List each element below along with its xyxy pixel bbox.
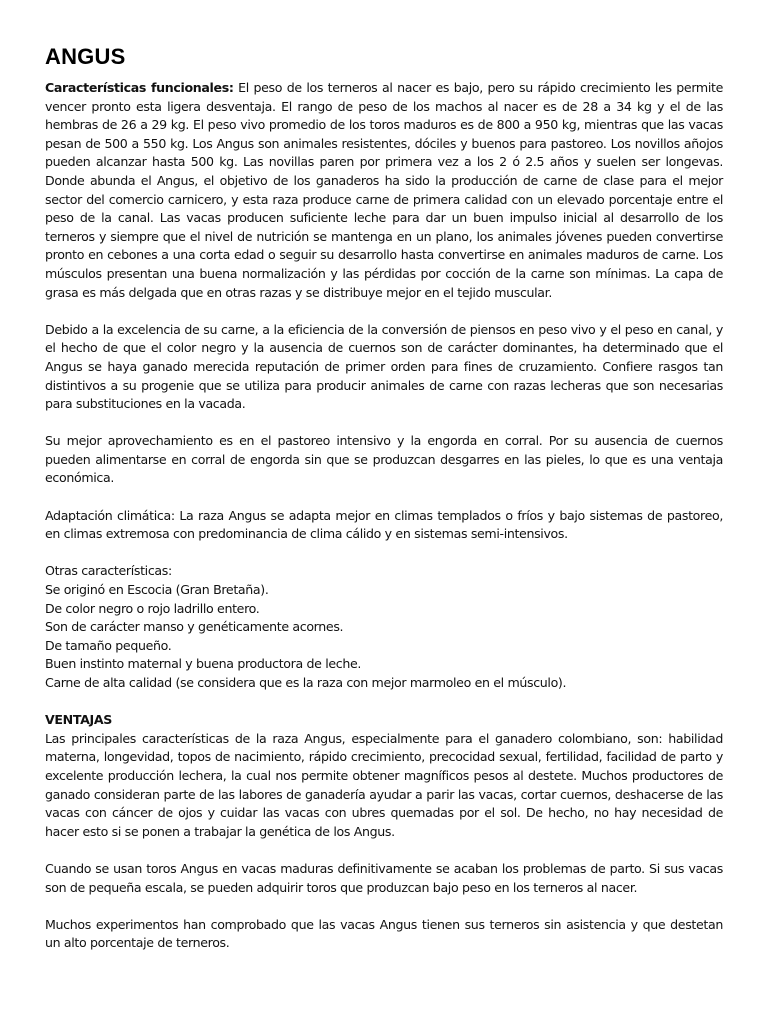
paragraph-text: El peso de los terneros al nacer es bajo, pero su rápido crecimiento les permite vencer pronto esta ligera desventaja. El rango de peso de los machos al nacer es de 28 a 34 kg y el de las hembras de 26 a 29 kg. El peso vivo promedio de los toros maduros es de 800 a 950 kg, mientras que las vacas pesan de 500 a 550 kg. Los Angus son animales resistentes, dóciles y buenos para pastoreo. Los novillos añojos pueden alcanzar hasta 500 kg. Las novillas paren por primera vez a los 2 ó 2.5 años y suelen ser longevas. Donde abunda el Angus, el objetivo de los ganaderos ha sido la producción de carne de clase para el mejor sector del comercio carnicero, y esta raza produce carne de primera calidad con un elevado porcentaje entre el peso de la canal. Las vacas producen suficiente leche para dar un buen impulso inicial al desarrollo de los terneros y siempre que el nivel de nutrición se mantenga en un plano, los animales jóvenes pueden convertirse pronto en cebones a una corta edad o seguir su desarrollo hasta convertirse en animales maduros de carne. Los músculos presentan una buena normalización y las pérdidas por cocción de la carne son mínimas. La capa de grasa es más delgada que en otras razas y se distribuye mejor en el tejido muscular. xyxy=(45,80,723,300)
list-item: De color negro o rojo ladrillo entero. xyxy=(45,600,260,616)
paragraph-experimentos: Muchos experimentos han comprobado que las vacas Angus tienen sus terneros sin asistencia y que destetan un alto porcentaje de terneros. xyxy=(45,916,723,951)
list-item: Se originó en Escocia (Gran Bretaña). xyxy=(45,582,269,598)
paragraph-toros: Cuando se usan toros Angus en vacas maduras definitivamente se acaban los problemas de parto. Si sus vacas son de pequeña escala, se pueden adquirir toros que produzcan bajo peso en los terneros al nacer. xyxy=(45,860,723,895)
otras-caracteristicas-list xyxy=(45,562,723,692)
paragraph-caracteristicas xyxy=(45,79,723,302)
paragraph-aprovechamiento: Su mejor aprovechamiento es en el pastoreo intensivo y la engorda en corral. Por su ausencia de cuernos pueden alimentarse en corral de engorda sin que se produzcan desgarres en las pieles, lo que es una ventaja económica. xyxy=(45,433,723,486)
document-page xyxy=(45,44,723,972)
ventajas-heading: VENTAJAS xyxy=(45,712,112,728)
list-item: De tamaño pequeño. xyxy=(45,637,172,653)
ventajas-text: Las principales características de la raza Angus, especialmente para el ganadero colombiano, son: habilidad materna, longevidad, topos de nacimiento, rápido crecimiento, precocidad sexual, fertilidad, facilidad de parto y excelente producción lechera, la cual nos permite obtener magníficos pesos al destete. Muchos productores de ganado consideran parte de las labores de ganadería ayudar a parir las vacas, cortar cuernos, deshacerse de las vacas con cáncer de ojos y cuidar las vacas con ubres quemadas por el sol. De hecho, no hay necesidad de hacer esto si se ponen a trabajar la genética de los Angus. xyxy=(45,730,723,839)
paragraph-adaptacion: Adaptación climática: La raza Angus se adapta mejor en climas templados o fríos y bajo sistemas de pastoreo, en climas extremosa con predominancia de clima cálido y en sistemas semi-intensivos. xyxy=(45,507,723,542)
paragraph-cruzamiento: Debido a la excelencia de su carne, a la eficiencia de la conversión de piensos en peso vivo y el peso en canal, y el hecho de que el color negro y la ausencia de cuernos son de carácter dominantes, ha determinado que el Angus se haya ganado merecida reputación de primer orden para fines de cruzamiento. Confiere rasgos tan distintivos a su progenie que se utiliza para producir animales de carne con razas lecheras que son necesarias para substituciones en la vacada. xyxy=(45,321,723,412)
list-item: Carne de alta calidad (se considera que es la raza con mejor marmoleo en el músculo). xyxy=(45,675,567,690)
list-heading: Otras características: xyxy=(45,563,172,579)
document-title: ANGUS xyxy=(45,44,126,69)
paragraph-lead: Características funcionales: xyxy=(45,80,234,95)
list-item: Buen instinto maternal y buena productora de leche. xyxy=(45,656,362,672)
list-item: Son de carácter manso y genéticamente acornes. xyxy=(45,619,344,635)
section-ventajas xyxy=(45,711,723,841)
